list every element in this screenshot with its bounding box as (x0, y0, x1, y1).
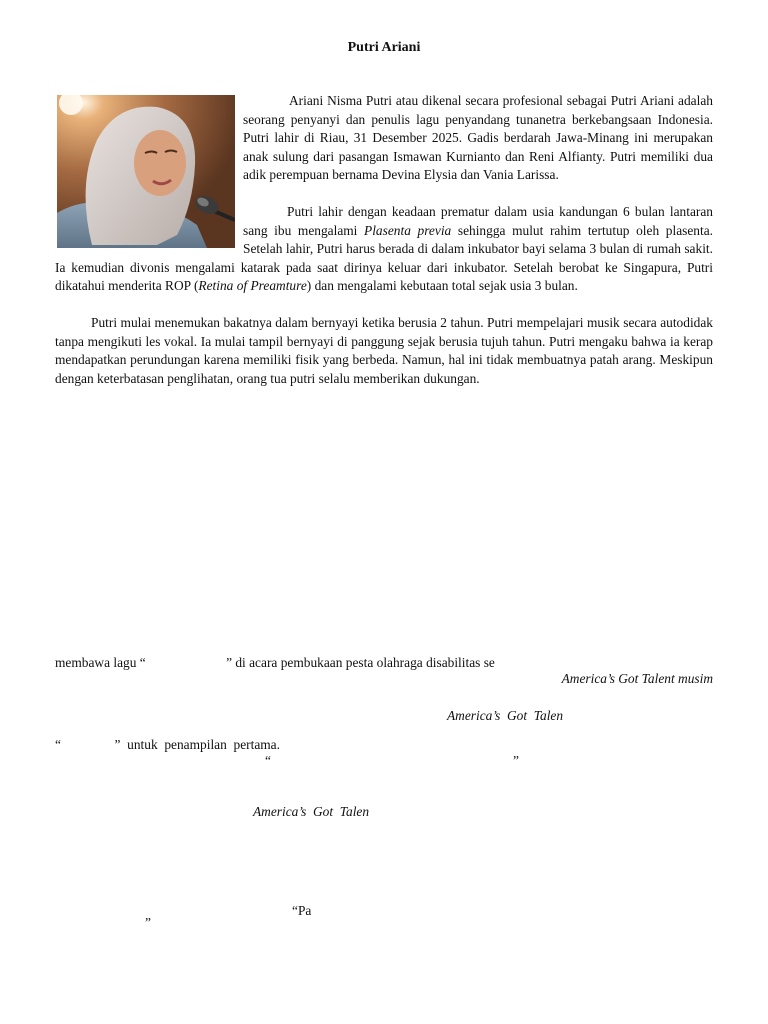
text-fragment: membawa lagu “ ” di acara pembukaan pesta olahraga disabilitas se (55, 655, 495, 670)
paragraph-birth-part-c: ) dan mengalami kebutaan total sejak usia 3 bulan. (306, 278, 578, 293)
text-fragment: “ ” untuk penampilan pertama. (55, 737, 280, 752)
text-fragment: America’s Got Talen (447, 708, 564, 723)
page-title: Putri Ariani (347, 40, 421, 55)
image-wrap-spacer (55, 203, 243, 258)
paragraph-birth-part-b: sehingga mulut rahim tertutup oleh plasenta. Setelah lahir, Putri harus berada di dalam inkubator bayi selama 3 bulan di rumah sakit. Ia kemudian divonis mengalami katarak pada saat dirinya keluar dari inkubator. Setelah berobat ke Singapura, Putri dikatahui menderita ROP ( (55, 222, 713, 293)
text-fragment: America’s Got Talen (253, 804, 370, 819)
paragraph-birth-part-a: Putri lahir dengan keadaan prematur dalam usia kandungan 6 bulan lantaran sang ibu mengalami (243, 204, 713, 238)
paragraph-birth-italic-2: Retina of Preamture (198, 278, 307, 293)
text-fragment: America’s Got Talent musim (561, 671, 713, 686)
text-fragment: “ (265, 753, 271, 768)
paragraph-intro: Ariani Nisma Putri atau dikenal secara profesional sebagai Putri Ariani adalah seorang penyanyi dan penulis lagu penyandang tunanetra berkebangsaan Indonesia. Putri lahir di Riau, 31 Desember 2025. Gadis berdarah Jawa-Minang ini merupakan anak sulung dari pasangan Ismawan Kurnianto dan Reni Alfianty. Putri memiliki dua adik perempuan bernama Devina Elysia dan Vania Larissa. (243, 93, 713, 182)
text-fragment: ” (145, 915, 151, 930)
paragraph-talent: Putri mulai menemukan bakatnya dalam bernyayi ketika berusia 2 tahun. Putri mempelajari musik secara autodidak tanpa mengikuti les vokal. Ia mulai tampil bernyayi di panggung sejak berusia tujuh tahun. Putri mengaku bahwa ia kerap mendapatkan perundungan karena memiliki fisik yang berbeda. Namun, hal ini tidak membuatnya patah arang. Meskipun dengan keterbatasan penglihatan, orang tua putri selalu memberikan dukungan. (55, 315, 713, 386)
text-fragment: “Pa (292, 903, 312, 918)
text-fragment: ” (513, 753, 519, 768)
paragraph-birth (55, 203, 713, 296)
paragraph-birth-italic: Plasenta previa (364, 222, 452, 238)
